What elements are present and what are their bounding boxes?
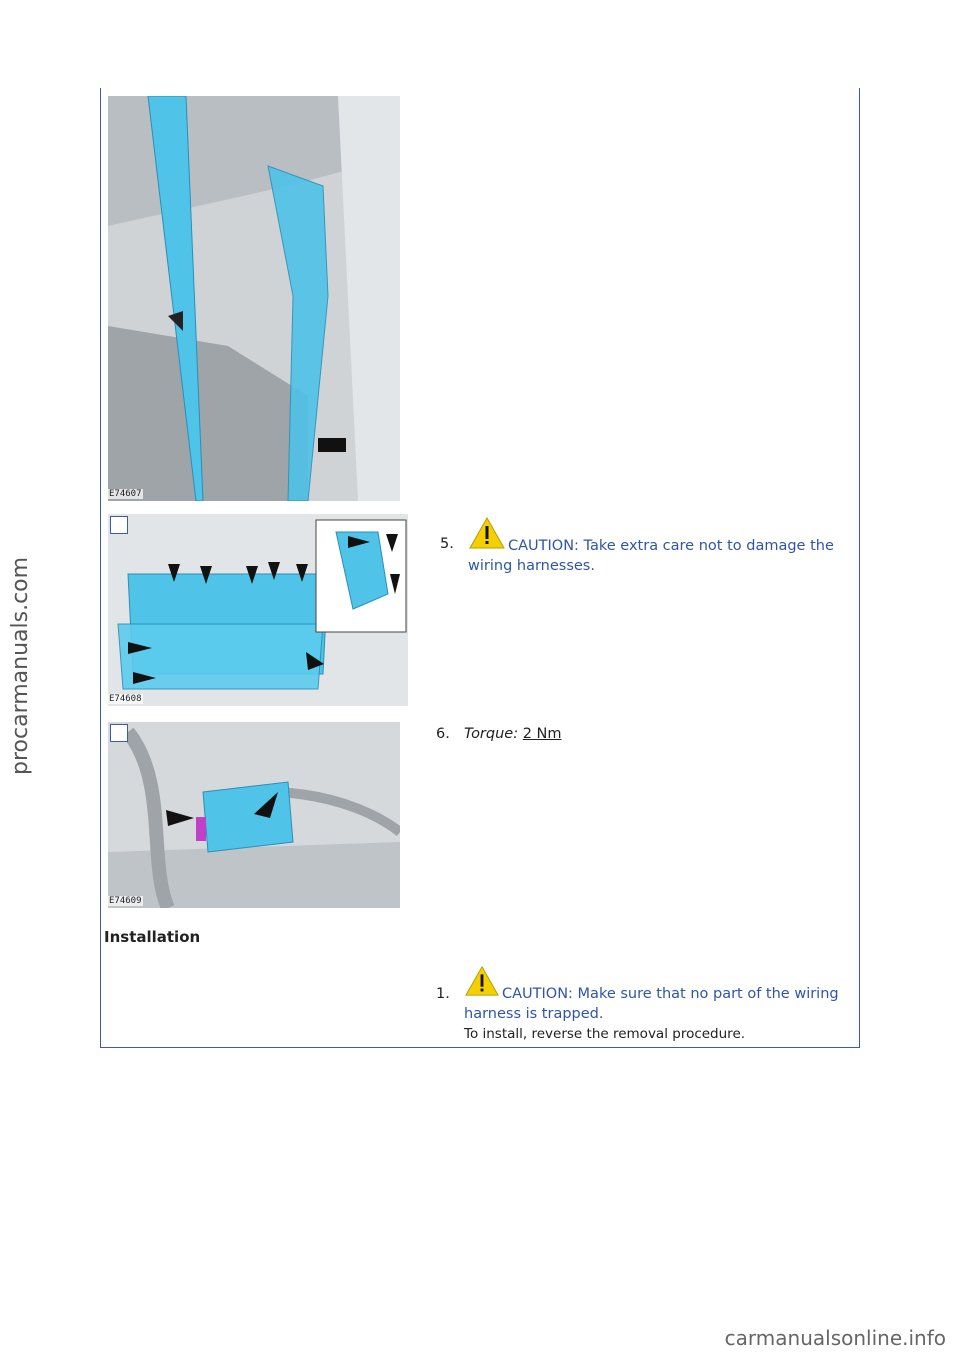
figure-2-code: E74608 — [109, 694, 142, 704]
installation-step-1 — [436, 964, 856, 1044]
figure-3 — [108, 722, 400, 908]
step-body — [464, 724, 844, 744]
caution-text: CAUTION: Make sure that no part of the wiring harness is trapped. — [464, 986, 839, 1022]
figure-3-illustration — [108, 722, 400, 908]
watermark-bottom: carmanualsonline.info — [724, 1326, 946, 1350]
zoom-icon[interactable] — [110, 516, 128, 534]
step-number: 6. — [436, 726, 450, 742]
instruction-text: To install, reverse the removal procedure. — [464, 1026, 746, 1042]
figure-3-code: E74609 — [109, 896, 142, 906]
figure-2 — [108, 514, 408, 706]
warning-icon — [464, 964, 500, 1004]
torque-label: Torque: — [464, 726, 519, 742]
step-number: 1. — [436, 986, 450, 1002]
watermark-left: procarmanuals.com — [8, 556, 33, 775]
x5-marker — [318, 438, 346, 452]
figure-2-illustration — [108, 514, 408, 706]
caution-text: CAUTION: Take extra care not to damage the wiring harnesses. — [468, 538, 834, 574]
step-body — [464, 964, 854, 1044]
installation-heading: Installation — [104, 928, 201, 946]
torque-value: 2 Nm — [522, 726, 562, 742]
warning-icon — [468, 516, 506, 556]
step-number: 5. — [440, 536, 454, 552]
figure-1-illustration — [108, 96, 400, 501]
step-5 — [440, 516, 860, 576]
step-body — [468, 516, 848, 576]
figure-1-code: E74607 — [109, 489, 142, 499]
zoom-icon[interactable] — [110, 724, 128, 742]
figure-1 — [108, 96, 400, 501]
step-6 — [436, 724, 856, 748]
